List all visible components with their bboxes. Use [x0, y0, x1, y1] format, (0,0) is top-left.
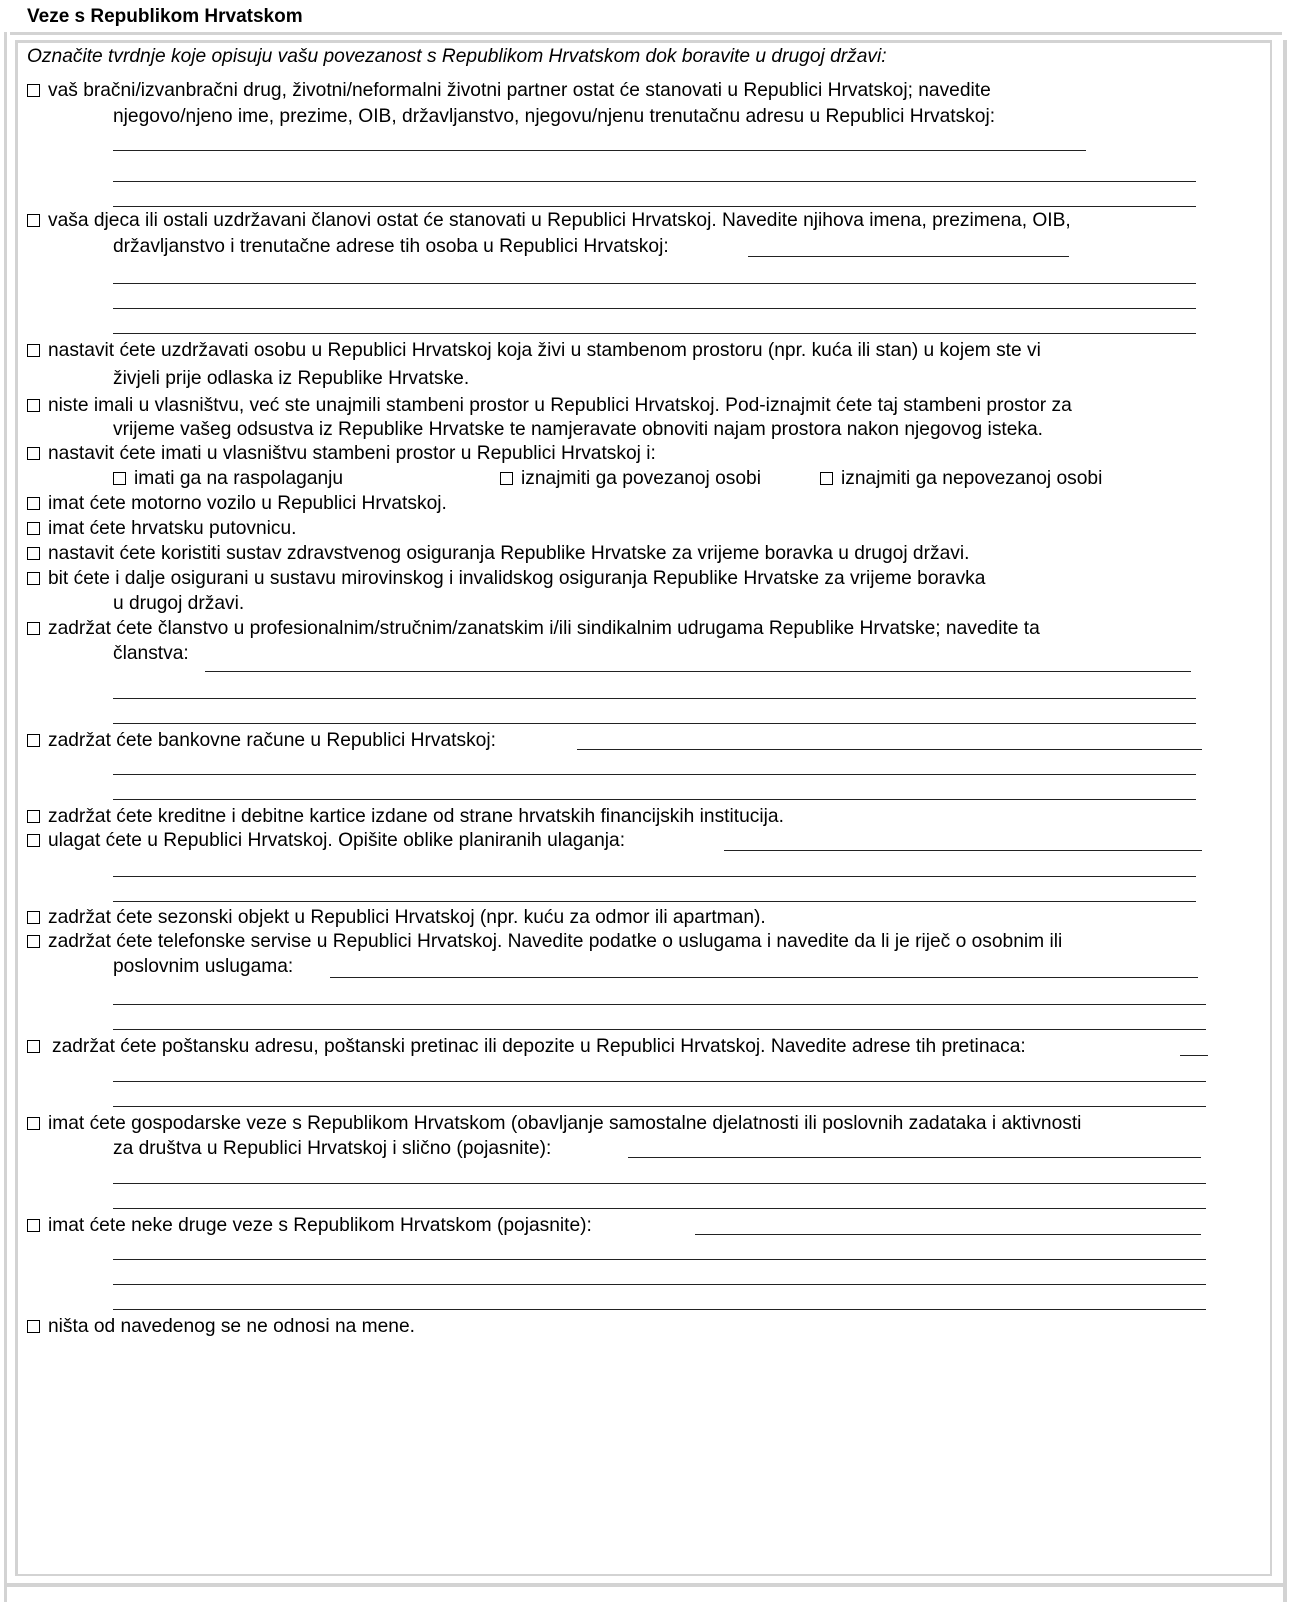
- answer-line[interactable]: [113, 698, 1196, 699]
- checkbox[interactable]: [27, 399, 40, 412]
- statement-text: nastavit ćete uzdržavati osobu u Republici Hrvatskoj koja živi u stambenom prostoru (npr. kuća ili stan) u kojem ste vi: [48, 340, 1041, 361]
- statement-text: zadržat ćete sezonski objekt u Republici Hrvatskoj (npr. kuću za odmor ili apartman).: [48, 907, 766, 928]
- answer-line[interactable]: [113, 1208, 1206, 1209]
- statement-pension-insurance: [27, 568, 985, 590]
- answer-line[interactable]: [330, 977, 1198, 978]
- answer-line[interactable]: [113, 1284, 1206, 1285]
- answer-line[interactable]: [724, 850, 1202, 851]
- statement-continuation: poslovnim uslugama:: [113, 956, 294, 977]
- statement-dependent-residence: [27, 340, 1041, 362]
- checkbox[interactable]: [27, 522, 40, 535]
- checkbox[interactable]: [27, 547, 40, 560]
- sub-option-text: iznajmiti ga povezanoj osobi: [521, 468, 761, 489]
- statement-none-apply: [27, 1316, 415, 1338]
- statement-continuation: državljanstvo i trenutačne adrese tih osoba u Republici Hrvatskoj:: [113, 236, 669, 257]
- answer-line[interactable]: [113, 901, 1196, 902]
- statement-health-insurance: [27, 543, 969, 565]
- answer-line[interactable]: [113, 333, 1196, 334]
- statement-text: bit ćete i dalje osigurani u sustavu mirovinskog i invalidskog osiguranja Republike Hrvatske za vrijeme boravka: [48, 568, 986, 589]
- statement-rented-housing: [27, 395, 1072, 417]
- answer-line[interactable]: [577, 749, 1202, 750]
- statement-motor-vehicle: [27, 493, 447, 515]
- statement-text: ulagat ćete u Republici Hrvatskoj. Opišite oblike planiranih ulaganja:: [48, 830, 626, 851]
- statement-text: zadržat ćete poštansku adresu, poštanski pretinac ili depozite u Republici Hrvatskoj. Navedite adrese tih pretinaca:: [52, 1036, 1026, 1057]
- statement-passport: [27, 518, 297, 540]
- checkbox[interactable]: [820, 472, 833, 485]
- checkbox[interactable]: [113, 472, 126, 485]
- checkbox[interactable]: [27, 911, 40, 924]
- outer-frame-top: [10, 32, 1282, 35]
- answer-line[interactable]: [113, 1183, 1206, 1184]
- statement-cards: [27, 806, 784, 828]
- statement-text: zadržat ćete članstvo u profesionalnim/stručnim/zanatskim i/ili sindikalnim udrugama Republike Hrvatske; navedite ta: [48, 618, 1040, 639]
- answer-line[interactable]: [205, 671, 1191, 672]
- answer-line[interactable]: [113, 876, 1196, 877]
- instruction-text: Označite tvrdnje koje opisuju vašu povezanost s Republikom Hrvatskom dok boravite u drugoj državi:: [27, 46, 887, 67]
- answer-line[interactable]: [695, 1234, 1201, 1235]
- statement-text: vaš bračni/izvanbračni drug, životni/neformalni životni partner ostat će stanovati u Republici Hrvatskoj; navedite: [48, 80, 991, 101]
- statement-text: niste imali u vlasništvu, već ste unajmili stambeni prostor u Republici Hrvatskoj. Pod-iznajmit ćete taj stambeni prostor za: [48, 395, 1072, 416]
- answer-line[interactable]: [113, 1081, 1206, 1082]
- statement-continuation: za društva u Republici Hrvatskoj i slično (pojasnite):: [113, 1138, 552, 1159]
- checkbox[interactable]: [27, 622, 40, 635]
- section-title: Veze s Republikom Hrvatskom: [27, 6, 303, 27]
- statement-text: imat ćete motorno vozilo u Republici Hrvatskoj.: [48, 493, 447, 514]
- statement-text: zadržat ćete bankovne račune u Republici Hrvatskoj:: [48, 730, 496, 751]
- statement-investments: [27, 830, 625, 852]
- statement-continuation: vrijeme vašeg odsustva iz Republike Hrvatske te namjeravate obnoviti najam prostora nakon njegovog isteka.: [113, 419, 1044, 440]
- statement-phone-services: [27, 931, 1062, 953]
- statement-children: [27, 210, 1071, 232]
- checkbox[interactable]: [27, 810, 40, 823]
- checkbox[interactable]: [500, 472, 513, 485]
- sub-option-rent-related: [500, 468, 761, 490]
- answer-line[interactable]: [113, 150, 1086, 151]
- checkbox[interactable]: [27, 834, 40, 847]
- checkbox[interactable]: [27, 84, 40, 97]
- statement-owned-housing: [27, 443, 656, 465]
- statement-text: imat ćete hrvatsku putovnicu.: [48, 518, 297, 539]
- answer-line[interactable]: [113, 1004, 1206, 1005]
- statement-business-ties: [27, 1113, 1081, 1135]
- answer-line[interactable]: [113, 206, 1196, 207]
- outer-frame-bottom: [4, 1583, 1287, 1587]
- statement-membership: [27, 618, 1040, 640]
- statement-continuation: njegovo/njeno ime, prezime, OIB, državljanstvo, njegovu/njenu trenutačnu adresu u Republici Hrvatskoj:: [113, 106, 996, 127]
- answer-line[interactable]: [113, 1029, 1206, 1030]
- statement-text: imat ćete neke druge veze s Republikom Hrvatskom (pojasnite):: [48, 1215, 592, 1236]
- statement-continuation: u drugoj državi.: [113, 593, 245, 614]
- statement-continuation: članstva:: [113, 643, 189, 664]
- statement-bank-accounts: [27, 730, 496, 752]
- answer-line[interactable]: [113, 723, 1196, 724]
- answer-line[interactable]: [113, 799, 1196, 800]
- answer-line[interactable]: [113, 308, 1196, 309]
- checkbox[interactable]: [27, 1320, 40, 1333]
- checkbox[interactable]: [27, 1219, 40, 1232]
- checkbox[interactable]: [27, 497, 40, 510]
- answer-line[interactable]: [113, 283, 1196, 284]
- checkbox[interactable]: [27, 447, 40, 460]
- checkbox[interactable]: [27, 935, 40, 948]
- statement-text: zadržat ćete telefonske servise u Republici Hrvatskoj. Navedite podatke o uslugama i navedite da li je riječ o osobnim ili: [48, 931, 1063, 952]
- statement-text: nastavit ćete imati u vlasništvu stambeni prostor u Republici Hrvatskoj i:: [48, 443, 656, 464]
- checkbox[interactable]: [27, 214, 40, 227]
- statement-seasonal-property: [27, 907, 766, 929]
- statement-text: imat ćete gospodarske veze s Republikom Hrvatskom (obavljanje samostalne djelatnosti ili poslovnih zadataka i aktivnosti: [48, 1113, 1082, 1134]
- sub-option-at-disposal: [113, 468, 343, 490]
- statement-continuation: živjeli prije odlaska iz Republike Hrvatske.: [113, 368, 470, 389]
- checkbox[interactable]: [27, 734, 40, 747]
- checkbox[interactable]: [27, 344, 40, 357]
- sub-option-rent-unrelated: [820, 468, 1102, 490]
- statement-other-ties: [27, 1215, 592, 1237]
- checkbox[interactable]: [27, 1040, 40, 1053]
- sub-option-text: imati ga na raspolaganju: [134, 468, 344, 489]
- statement-text: ništa od navedenog se ne odnosi na mene.: [48, 1316, 415, 1337]
- outer-frame-right: [1283, 40, 1287, 1602]
- outer-frame-left: [4, 32, 7, 1602]
- answer-line[interactable]: [1180, 1055, 1208, 1056]
- answer-line[interactable]: [113, 1106, 1206, 1107]
- answer-line[interactable]: [113, 1259, 1206, 1260]
- answer-line[interactable]: [748, 256, 1069, 257]
- statement-text: vaša djeca ili ostali uzdržavani članovi ostat će stanovati u Republici Hrvatskoj. Navedite njihova imena, prezimena, OIB,: [48, 210, 1071, 231]
- answer-line[interactable]: [113, 774, 1196, 775]
- statement-text: nastavit ćete koristiti sustav zdravstvenog osiguranja Republike Hrvatske za vrijeme boravka u drugoj državi.: [48, 543, 970, 564]
- statement-text: zadržat ćete kreditne i debitne kartice izdane od strane hrvatskih financijskih institucija.: [48, 806, 784, 827]
- statement-spouse: [27, 80, 991, 102]
- statement-postal-address: [27, 1036, 1026, 1058]
- checkbox[interactable]: [27, 1117, 40, 1130]
- answer-line[interactable]: [113, 1309, 1206, 1310]
- answer-line[interactable]: [113, 181, 1196, 182]
- answer-line[interactable]: [628, 1157, 1201, 1158]
- checkbox[interactable]: [27, 572, 40, 585]
- sub-option-text: iznajmiti ga nepovezanoj osobi: [841, 468, 1103, 489]
